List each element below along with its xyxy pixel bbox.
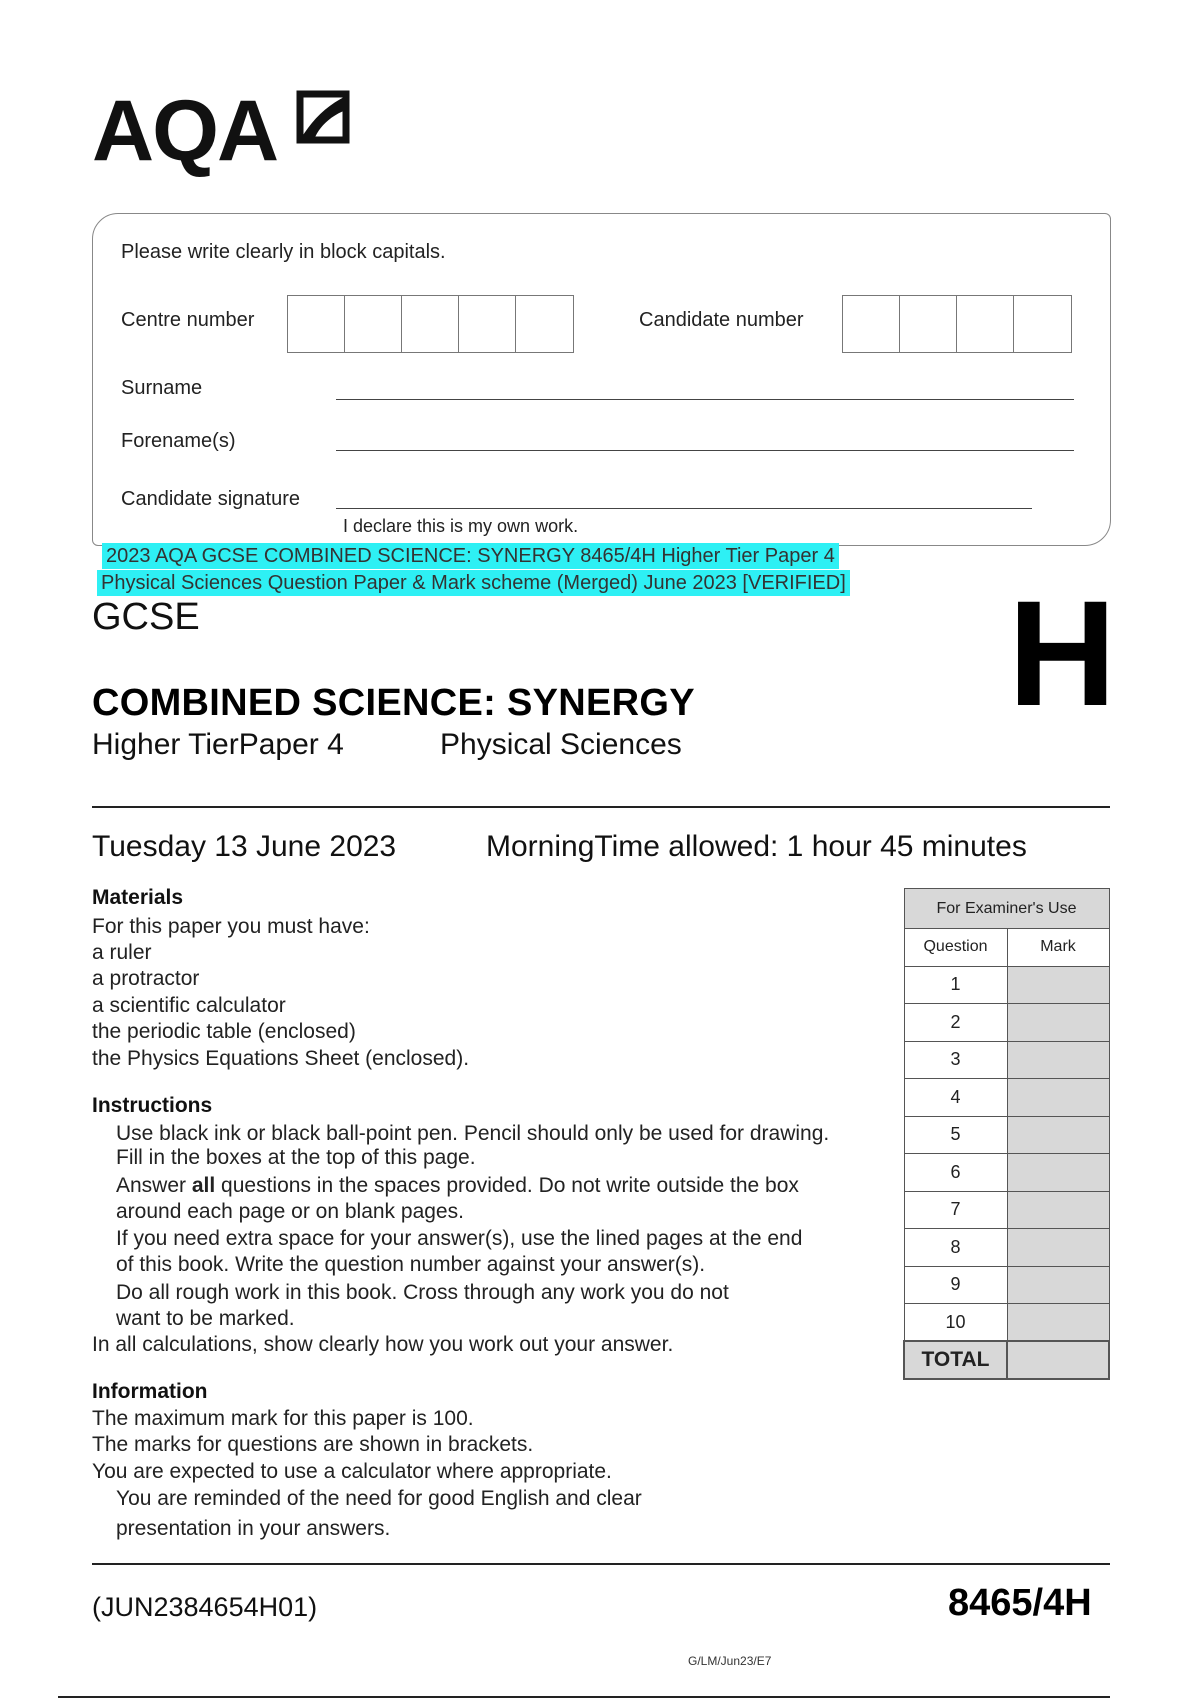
highlighted-title-line-2: Physical Sciences Question Paper & Mark scheme (Merged) June 2023 [VERIFIED] — [97, 570, 850, 596]
table-row — [904, 1229, 1109, 1267]
mark-cell — [1007, 1304, 1109, 1342]
mark-cell — [1007, 1116, 1109, 1154]
question-number: 10 — [904, 1304, 1007, 1342]
aqa-tick-icon — [296, 90, 350, 144]
materials-line: the Physics Equations Sheet (enclosed). — [92, 1047, 470, 1070]
examiners-use-title: For Examiner's Use — [904, 889, 1109, 929]
question-number: 7 — [904, 1191, 1007, 1229]
mark-cell — [1007, 1079, 1109, 1117]
question-column-header: Question — [904, 929, 1007, 967]
centre-digit-box[interactable] — [345, 296, 402, 352]
instruction-line: If you need extra space for your answer(s), use the lined pages at the end — [116, 1227, 803, 1250]
tier-letter: H — [1008, 569, 1117, 737]
paper-code: 8465/4H — [948, 1582, 1092, 1624]
qualification-label: GCSE — [92, 596, 200, 638]
candidate-number-boxes[interactable] — [842, 295, 1072, 353]
instruction-text: Answer — [116, 1174, 192, 1197]
materials-line: For this paper you must have: — [92, 915, 370, 938]
question-number: 5 — [904, 1116, 1007, 1154]
instruction-line: Fill in the boxes at the top of this page. — [116, 1146, 476, 1169]
information-line: The marks for questions are shown in brackets. — [92, 1433, 534, 1456]
table-row — [904, 1004, 1109, 1042]
mark-cell — [1007, 1041, 1109, 1079]
declaration-text: I declare this is my own work. — [343, 516, 579, 536]
table-row — [904, 1079, 1109, 1117]
centre-number-boxes[interactable] — [287, 295, 574, 353]
total-row — [904, 1341, 1109, 1379]
materials-heading: Materials — [92, 886, 184, 909]
instruction-line: Use black ink or black ball-point pen. Pencil should only be used for drawing. — [116, 1122, 830, 1145]
logo-text: AQA — [92, 83, 278, 179]
table-row — [904, 1191, 1109, 1229]
instruction-line: In all calculations, show clearly how you work out your answer. — [92, 1333, 674, 1356]
table-row — [904, 1116, 1109, 1154]
candidate-number-label: Candidate number — [639, 309, 804, 331]
information-heading: Information — [92, 1380, 208, 1403]
table-row — [904, 966, 1109, 1004]
total-label: TOTAL — [904, 1341, 1007, 1379]
materials-line: a ruler — [92, 941, 152, 964]
centre-digit-box[interactable] — [516, 296, 573, 352]
candidate-digit-box[interactable] — [900, 296, 957, 352]
instruction-line: around each page or on blank pages. — [116, 1200, 464, 1223]
instruction-line — [116, 1173, 799, 1199]
candidate-digit-box[interactable] — [843, 296, 900, 352]
instruction-line: Do all rough work in this book. Cross through any work you do not — [116, 1281, 729, 1304]
information-line: presentation in your answers. — [116, 1517, 391, 1540]
table-row — [904, 1041, 1109, 1079]
information-line: You are expected to use a calculator where appropriate. — [92, 1460, 612, 1483]
centre-number-label: Centre number — [121, 309, 255, 331]
candidate-digit-box[interactable] — [1014, 296, 1071, 352]
question-number: 2 — [904, 1004, 1007, 1042]
question-number: 4 — [904, 1079, 1007, 1117]
centre-digit-box[interactable] — [288, 296, 345, 352]
subject-component-label: Physical Sciences — [440, 728, 682, 761]
forename-label: Forename(s) — [121, 430, 236, 452]
instruction-line: want to be marked. — [116, 1307, 295, 1330]
total-mark-cell — [1007, 1341, 1109, 1379]
question-number: 3 — [904, 1041, 1007, 1079]
barcode-reference: (JUN2384654H01) — [92, 1592, 318, 1622]
information-line: The maximum mark for this paper is 100. — [92, 1407, 474, 1430]
tier-paper-label: Higher TierPaper 4 — [92, 728, 344, 761]
question-number: 6 — [904, 1154, 1007, 1192]
centre-digit-box[interactable] — [459, 296, 516, 352]
mark-cell — [1007, 1191, 1109, 1229]
candidate-digit-box[interactable] — [957, 296, 1014, 352]
forename-line[interactable] — [336, 450, 1074, 451]
instruction-line: of this book. Write the question number against your answer(s). — [116, 1253, 706, 1276]
centre-digit-box[interactable] — [402, 296, 459, 352]
surname-label: Surname — [121, 377, 203, 399]
information-line: You are reminded of the need for good English and clear — [116, 1487, 642, 1510]
mark-cell — [1007, 1266, 1109, 1304]
print-code: G/LM/Jun23/E7 — [688, 1654, 772, 1668]
materials-line: a scientific calculator — [92, 994, 286, 1017]
materials-line: the periodic table (enclosed) — [92, 1020, 356, 1043]
instructions-heading: Instructions — [92, 1094, 213, 1117]
aqa-logo — [92, 83, 278, 179]
instruction-emphasis: all — [191, 1174, 216, 1197]
surname-line[interactable] — [336, 399, 1074, 400]
table-row — [904, 1154, 1109, 1192]
page-title: COMBINED SCIENCE: SYNERGY — [92, 682, 695, 724]
materials-line: a protractor — [92, 967, 200, 990]
mark-cell — [1007, 1004, 1109, 1042]
exam-session-time: MorningTime allowed: 1 hour 45 minutes — [486, 830, 1027, 863]
block-capitals-instruction: Please write clearly in block capitals. — [121, 241, 446, 263]
signature-label: Candidate signature — [121, 488, 301, 510]
mark-cell — [1007, 1154, 1109, 1192]
mark-column-header: Mark — [1007, 929, 1109, 967]
exam-date: Tuesday 13 June 2023 — [92, 830, 397, 863]
candidate-details-box — [92, 213, 1111, 546]
question-number: 1 — [904, 966, 1007, 1004]
table-row — [904, 1304, 1109, 1342]
bottom-divider — [58, 1696, 1110, 1698]
table-row — [904, 1266, 1109, 1304]
signature-line[interactable] — [336, 508, 1032, 509]
question-number: 8 — [904, 1229, 1007, 1267]
divider — [92, 1563, 1110, 1565]
divider — [92, 806, 1110, 808]
highlighted-title-line-1: 2023 AQA GCSE COMBINED SCIENCE: SYNERGY 8465/4H Higher Tier Paper 4 — [102, 543, 839, 569]
instruction-text: questions in the spaces provided. Do not write outside the box — [215, 1174, 799, 1197]
mark-cell — [1007, 966, 1109, 1004]
question-number: 9 — [904, 1266, 1007, 1304]
mark-cell — [1007, 1229, 1109, 1267]
examiners-use-table — [903, 888, 1110, 1380]
